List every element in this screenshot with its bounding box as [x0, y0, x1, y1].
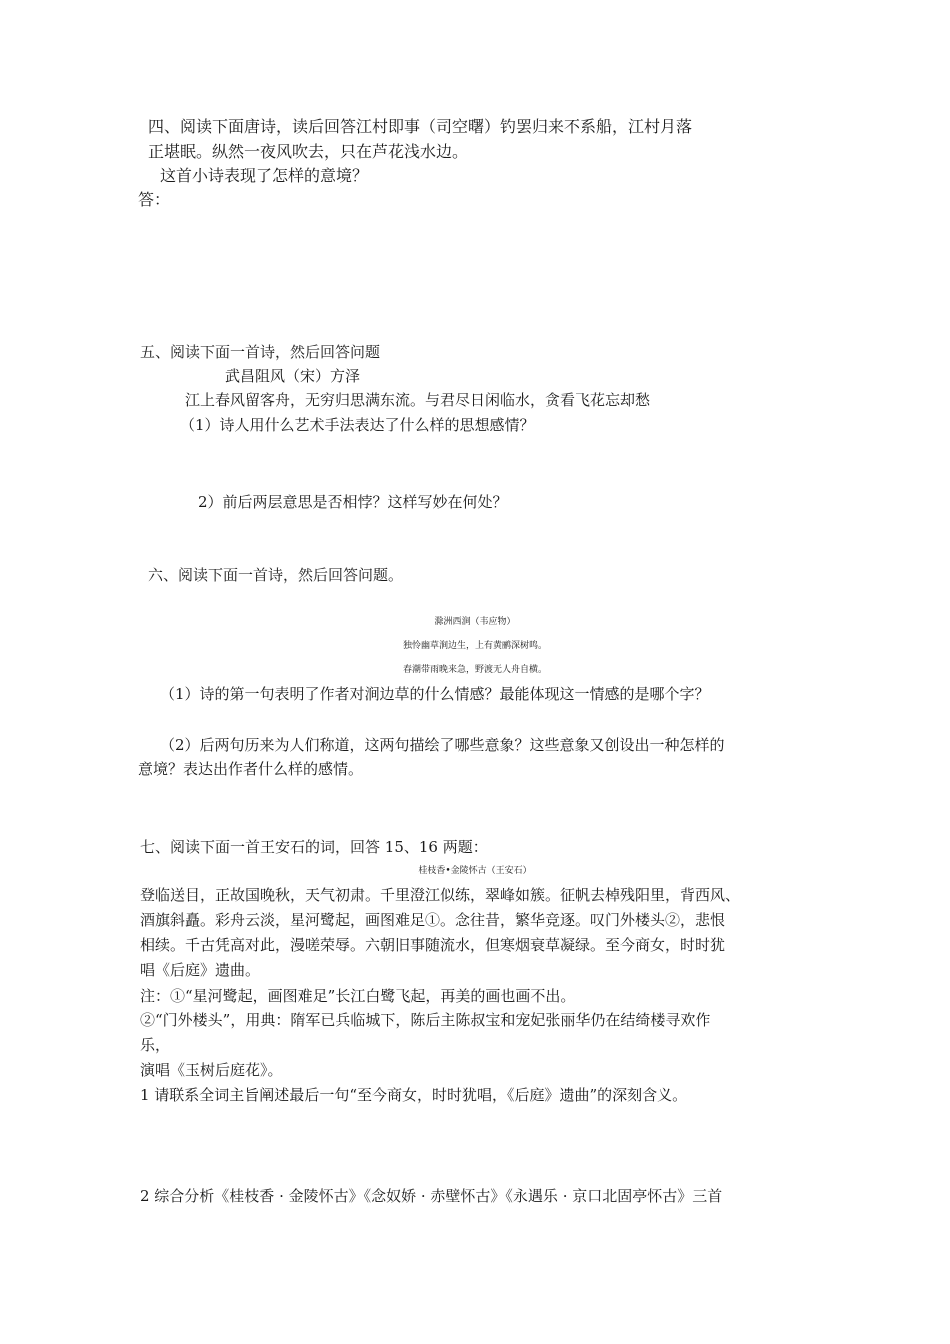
section7-text-line4: 唱《后庭》遗曲。 [140, 961, 261, 979]
section7-heading: 七、阅读下面一首王安石的词，回答 15、16 两题： [140, 838, 488, 856]
section6-poem-line2: 春潮带雨晚来急，野渡无人舟自横。 [402, 665, 547, 675]
section6-poem-line1: 独怜幽草涧边生，上有黄鹂深树鸣。 [402, 641, 547, 651]
section7-text-line2: 酒旗斜矗。彩舟云淡，星河鹭起，画图难足①。念往昔，繁华竞逐。叹门外楼头②，悲恨 [140, 911, 726, 929]
section7-note-2-line3: 演唱《玉树后庭花》。 [140, 1061, 283, 1079]
section4-answer-label: 答： [138, 190, 171, 209]
section4-line1: 四、阅读下面唐诗，读后回答江村即事（司空曙）钓罢归来不系船，江村月落 [148, 117, 693, 136]
section7-question-2: 2 综合分析《桂枝香 · 金陵怀古》《念奴娇 · 赤壁怀古》《永遇乐 · 京口北固亭怀古》三首 [140, 1187, 723, 1205]
section5-heading: 五、阅读下面一首诗，然后回答问题 [140, 343, 381, 361]
section4-line2: 正堪眠。纵然一夜风吹去，只在芦花浅水边。 [148, 142, 469, 161]
section6-question-2-line2: 意境？表达出作者什么样的感情。 [138, 760, 364, 778]
section5-poem-text: 江上春风留客舟，无穷归思满东流。与君尽日闲临水，贪看飞花忘却愁 [185, 391, 651, 409]
section5-poem-title: 武昌阻风（宋）方泽 [225, 367, 361, 385]
section7-note-2-line1: ②“门外楼头”，用典：隋军已兵临城下，陈后主陈叔宝和宠妃张丽华仍在结绮楼寻欢作 [140, 1011, 711, 1029]
section7-note-2-line2: 乐， [140, 1036, 171, 1054]
section6-question-1: （1）诗的第一句表明了作者对涧边草的什么情感？最能体现这一情感的是哪个字？ [160, 685, 710, 703]
section6-question-2-line1: （2）后两句历来为人们称道，这两句描绘了哪些意象？这些意象又创设出一种怎样的 [160, 736, 725, 754]
section7-text-line1: 登临送目，正故国晚秋，天气初肃。千里澄江似练，翠峰如簇。征帆去棹残阳里，背西风、 [140, 886, 741, 904]
section7-note-1: 注：①“星河鹭起，画图难足”长江白鹭飞起，再美的画也画不出。 [140, 987, 576, 1005]
section7-poem-title: 桂枝香•金陵怀古（王安石） [418, 866, 532, 876]
section4-question: 这首小诗表现了怎样的意境？ [160, 166, 369, 185]
section5-question-2: 2）前后两层意思是否相悖？这样写妙在何处？ [198, 493, 508, 511]
section5-question-1: （1）诗人用什么艺术手法表达了什么样的思想感情？ [180, 416, 535, 434]
section7-question-1: 1 请联系全词主旨阐述最后一句“至今商女，时时犹唱，《后庭》遗曲”的深刻含义。 [140, 1086, 688, 1104]
section6-heading: 六、阅读下面一首诗，然后回答问题。 [148, 566, 404, 584]
section6-poem-title: 滁洲西涧（韦应物） [434, 617, 516, 627]
section7-text-line3: 相续。千古凭高对此，漫嗟荣辱。六朝旧事随流水，但寒烟衰草凝绿。至今商女，时时犹 [140, 936, 726, 954]
